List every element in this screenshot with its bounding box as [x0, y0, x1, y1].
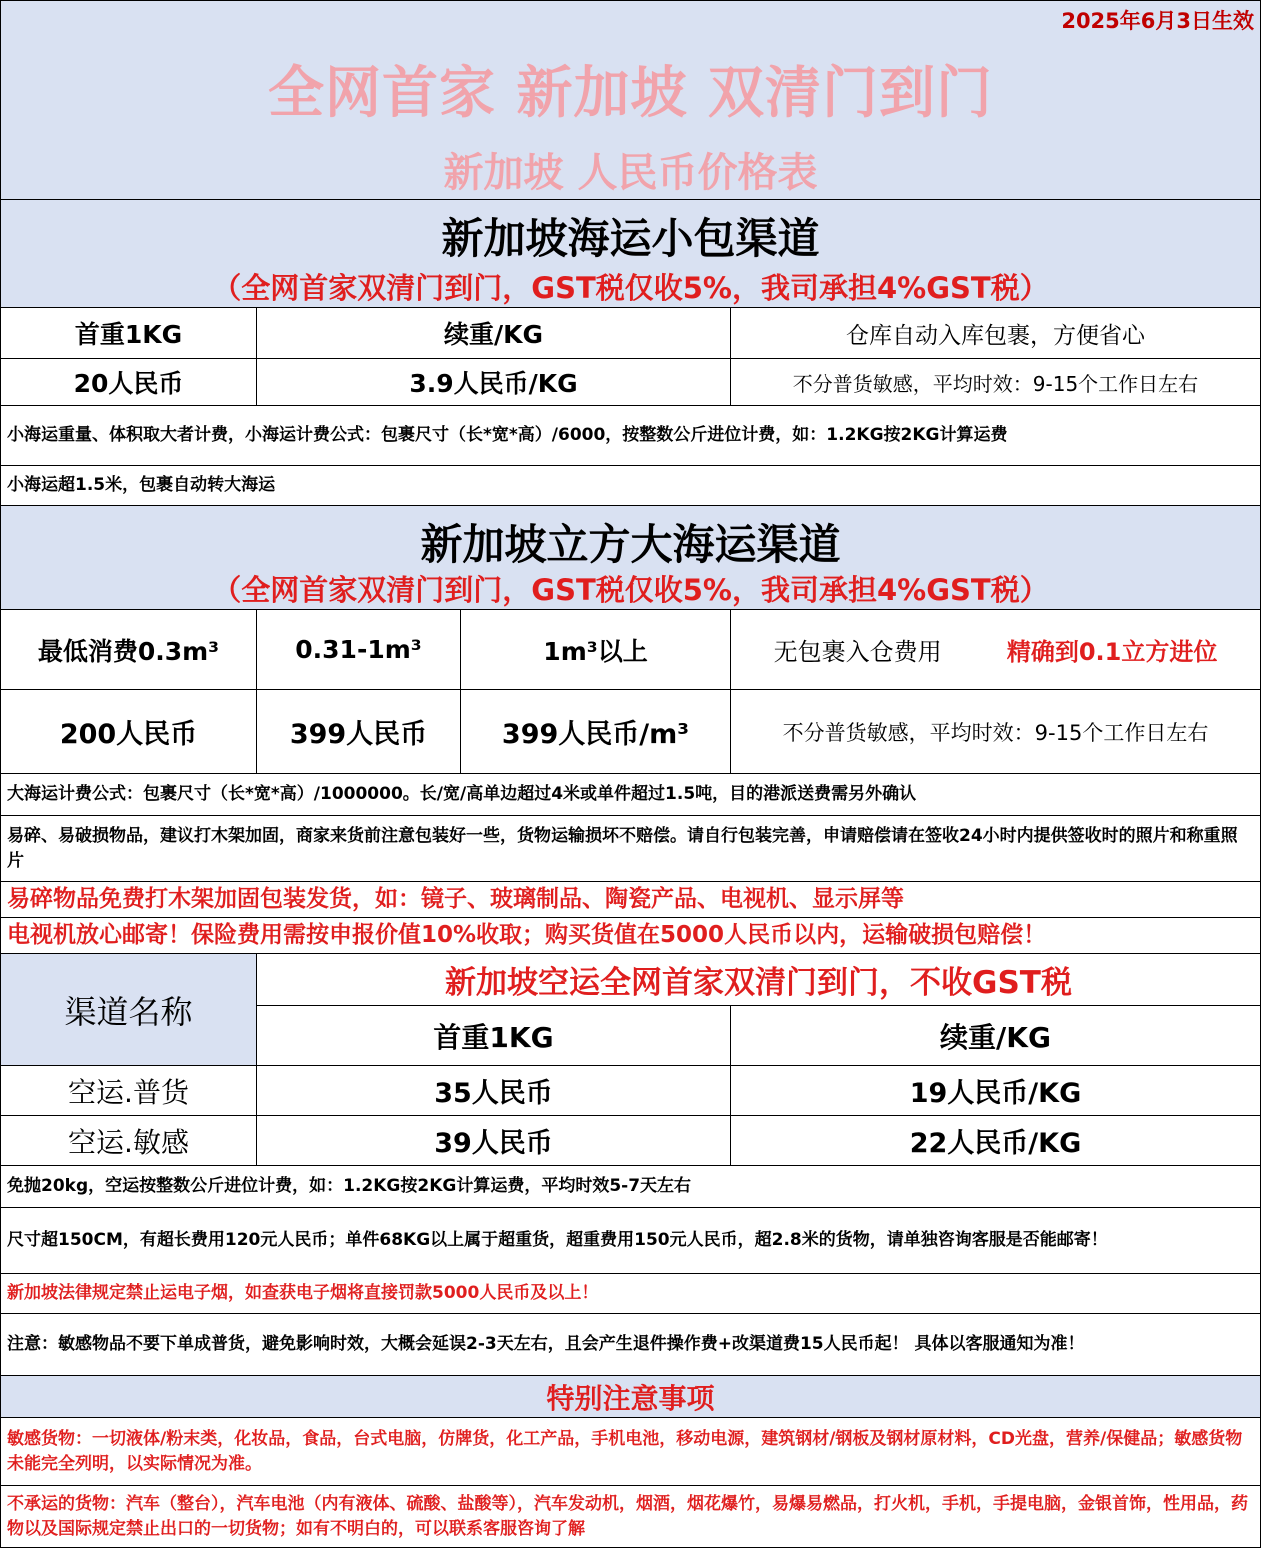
small-sea-title: 新加坡海运小包渠道	[441, 214, 820, 263]
small-sea-title-block	[0, 200, 1261, 308]
big-sea-mid-price: 399人民币	[257, 690, 461, 773]
small-sea-first-weight-price: 20人民币	[1, 359, 257, 405]
air-oversize-note: 尺寸超150CM，有超长费用120元人民币；单件68KG以上属于超重货，超重费用150元人民币，超2.8米的货物，请单独咨询客服是否能邮寄！	[0, 1208, 1261, 1274]
special-notes-title: 特别注意事项	[546, 1381, 715, 1415]
page-subtitle: 新加坡 人民币价格表	[443, 150, 818, 196]
air-row-sensitive	[0, 1116, 1261, 1166]
small-sea-header-row	[0, 308, 1261, 359]
air-row-first-price: 39人民币	[257, 1116, 731, 1165]
air-billing-note: 免抛20kg，空运按整数公斤进位计费，如：1.2KG按2KG计算运费，平均时效5-7天左右	[0, 1166, 1261, 1208]
small-sea-tagline: （全网首家双清门到门，GST税仅收5%，我司承担4%GST税）	[212, 271, 1049, 305]
air-channel-name-label: 渠道名称	[1, 954, 257, 1065]
big-sea-large-price: 399人民币/m³	[461, 690, 731, 773]
page-title: 全网首家 新加坡 双清门到门	[268, 61, 993, 126]
big-sea-tagline: （全网首家双清门到门，GST税仅收5%，我司承担4%GST税）	[212, 573, 1049, 607]
air-row-extra-price: 19人民币/KG	[909, 1078, 1082, 1109]
air-first-weight-header: 首重1KG	[257, 1006, 731, 1065]
big-sea-header-row	[0, 610, 1261, 690]
big-sea-value-row	[0, 690, 1261, 774]
air-extra-weight-header: 续重/KG	[940, 1020, 1051, 1054]
big-sea-formula-note: 大海运计费公式：包裹尺寸（长*宽*高）/1000000。长/宽/高单边超过4米或单件超过1.5吨，目的港派送费需另外确认	[0, 774, 1261, 816]
big-sea-title-block	[0, 506, 1261, 610]
big-sea-delivery-time: 不分普货敏感，平均时效：9-15个工作日左右	[782, 720, 1209, 745]
air-row-first-price: 35人民币	[257, 1066, 731, 1115]
small-sea-delivery-time: 不分普货敏感，平均时效：9-15个工作日左右	[792, 371, 1199, 396]
big-sea-min-price: 200人民币	[1, 690, 257, 773]
big-sea-large-volume-header: 1m³以上	[461, 610, 731, 689]
effective-date: 2025年6月3日生效	[1061, 9, 1254, 33]
header-block	[0, 0, 1261, 200]
air-title: 新加坡空运全网首家双清门到门，不收GST税	[257, 954, 1260, 1006]
air-row-general	[0, 1066, 1261, 1116]
big-sea-title: 新加坡立方大海运渠道	[420, 520, 841, 569]
big-sea-tv-insurance-note: 电视机放心邮寄！保险费用需按申报价值10%收取；购买货值在5000人民币以内，运输破损包赔偿！	[0, 918, 1261, 954]
small-sea-value-row	[0, 359, 1261, 406]
sensitive-goods-list: 敏感货物：一切液体/粉末类，化妆品，食品，台式电脑，仿牌货，化工产品，手机电池，移动电源，建筑钢材/钢板及钢材原材料，CD光盘，营养/保健品；敏感货物未能完全列明，以实际情况为准。	[0, 1418, 1261, 1486]
big-sea-precision-note: 精确到0.1立方进位	[1006, 638, 1218, 666]
air-row-name: 空运.普货	[1, 1066, 257, 1115]
air-row-extra-price: 22人民币/KG	[909, 1128, 1082, 1159]
big-sea-no-fee-note: 无包裹入仓费用	[773, 638, 942, 666]
small-sea-extra-weight-header: 续重/KG	[257, 308, 731, 358]
special-notes-title-block	[0, 1376, 1261, 1418]
small-sea-warehouse-note: 仓库自动入库包裹，方便省心	[846, 322, 1145, 349]
small-sea-first-weight-header: 首重1KG	[1, 308, 257, 358]
air-table-header	[0, 954, 1261, 1066]
air-sensitive-warning: 注意：敏感物品不要下单成普货，避免影响时效，大概会延误2-3天左右，且会产生退件操作费+改渠道费15人民币起！ 具体以客服通知为准！	[0, 1314, 1261, 1376]
air-ecig-warning: 新加坡法律规定禁止运电子烟，如查获电子烟将直接罚款5000人民币及以上！	[0, 1274, 1261, 1314]
big-sea-fragile-note: 易碎、易破损物品，建议打木架加固，商家来货前注意包装好一些，货物运输损坏不赔偿。请自行包装完善，申请赔偿请在签收24小时内提供签收时的照片和称重照片	[0, 816, 1261, 882]
small-sea-oversize-note: 小海运超1.5米，包裹自动转大海运	[0, 466, 1261, 506]
air-row-name: 空运.敏感	[1, 1116, 257, 1165]
big-sea-info-cell	[731, 610, 1260, 689]
big-sea-free-crate-note: 易碎物品免费打木架加固包装发货，如：镜子、玻璃制品、陶瓷产品、电视机、显示屏等	[0, 882, 1261, 918]
big-sea-min-volume-header: 最低消费0.3m³	[1, 610, 257, 689]
small-sea-formula-note: 小海运重量、体积取大者计费，小海运计费公式：包裹尺寸（长*宽*高）/6000，按整数公斤进位计费，如：1.2KG按2KG计算运费	[0, 406, 1261, 466]
small-sea-extra-weight-price: 3.9人民币/KG	[257, 359, 731, 405]
prohibited-goods-list: 不承运的货物：汽车（整台），汽车电池（内有液体、硫酸、盐酸等），汽车发动机，烟酒，烟花爆竹，易爆易燃品，打火机，手机，手提电脑，金银首饰，性用品，药物以及国际规定禁止出口的一切货物；如有不明白的，可以联系客服咨询了解	[0, 1486, 1261, 1548]
big-sea-mid-volume-header: 0.31-1m³	[257, 610, 461, 689]
